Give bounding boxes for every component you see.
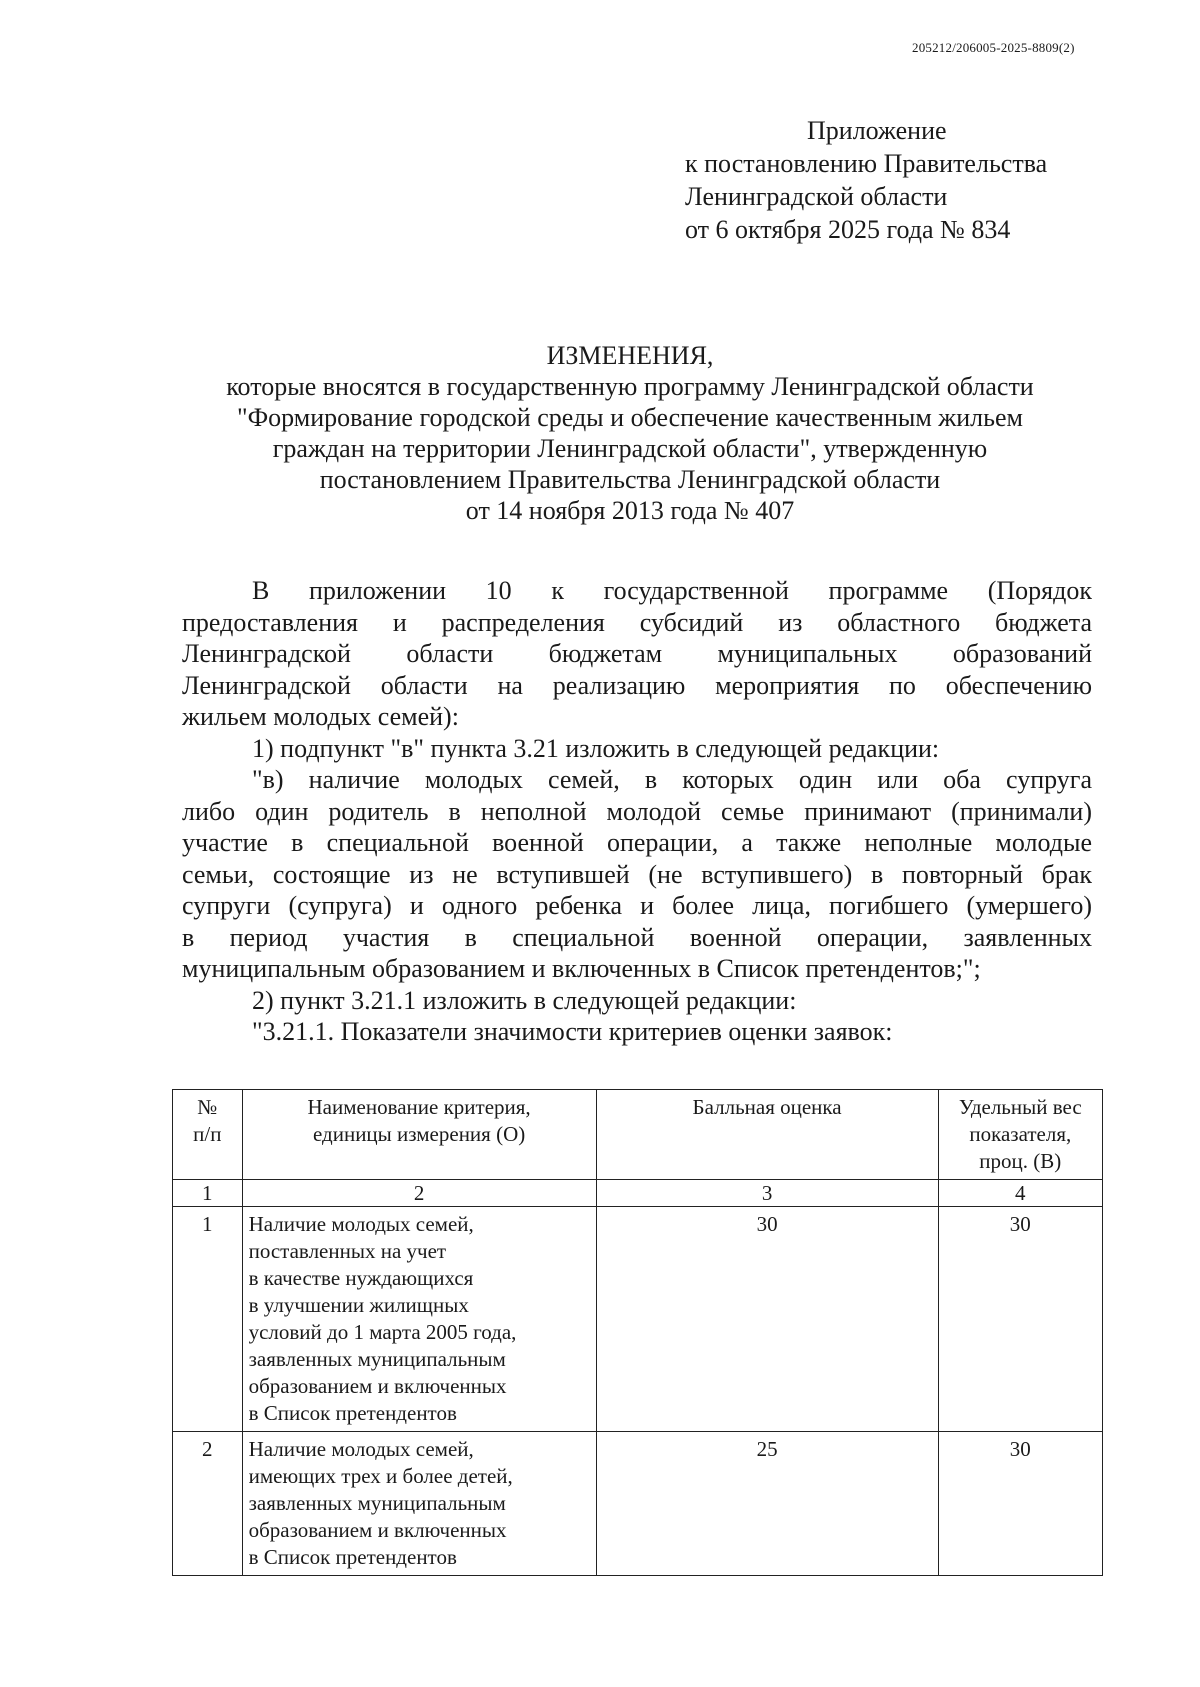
intro-line: Ленинградской области на реализацию мероприятия по обеспечению: [182, 670, 1092, 700]
header-weight-line: Удельный вес: [958, 1095, 1082, 1119]
row-score: 30: [596, 1207, 938, 1432]
intro-line: Ленинградской области бюджетам муниципальных образований: [182, 639, 1092, 668]
criterion-line: поставленных на учет: [248, 1239, 447, 1263]
criterion-line: в Список претендентов: [248, 1401, 457, 1425]
row-criterion-name: [242, 1432, 596, 1576]
item-2-subtitle: "3.21.1. Показатели значимости критериев оценки заявок:: [252, 1017, 893, 1046]
header-score-line: Балльная оценка: [692, 1095, 842, 1119]
appendix-title: Приложение: [807, 116, 947, 145]
row-weight: 30: [938, 1432, 1102, 1576]
criterion-line: в качестве нуждающихся: [248, 1266, 474, 1290]
header-number: [173, 1090, 243, 1180]
row-number: 2: [173, 1432, 243, 1576]
item-2-title: 2) пункт 3.21.1 изложить в следующей редакции:: [252, 985, 797, 1015]
row-number: 1: [173, 1207, 243, 1432]
item-1-line: "в) наличие молодых семей, в которых один или оба супруга: [252, 765, 1092, 794]
item-1-line-last: муниципальным образованием и включенных в Список претендентов;";: [182, 954, 981, 983]
criterion-line: имеющих трех и более детей,: [248, 1464, 513, 1488]
title-line: граждан на территории Ленинградской области", утвержденную: [272, 434, 988, 463]
title-heading: ИЗМЕНЕНИЯ,: [546, 341, 714, 370]
item-1-title: 1) подпункт "в" пункта 3.21 изложить в следующей редакции:: [252, 733, 940, 763]
criterion-line: образованием и включенных: [248, 1374, 507, 1398]
header-name-line: единицы измерения (О): [312, 1122, 526, 1146]
intro-line: В приложении 10 к государственной программе (Порядок: [252, 576, 1092, 605]
document-registration-number: 205212/206005-2025-8809(2): [912, 40, 1075, 55]
row-weight: 30: [938, 1207, 1102, 1432]
index-cell: 1: [173, 1180, 243, 1207]
index-cell: 3: [596, 1180, 938, 1207]
table-header-row: [173, 1090, 1103, 1180]
criterion-line: заявленных муниципальным: [248, 1347, 506, 1371]
table-row: [173, 1207, 1103, 1432]
title-line: "Формирование городской среды и обеспечение качественным жильем: [236, 403, 1023, 432]
header-weight-line: проц. (B): [979, 1149, 1062, 1173]
title-line: от 14 ноября 2013 года № 407: [465, 496, 795, 525]
document-title: [130, 340, 1130, 526]
header-weight-line: показателя,: [969, 1122, 1072, 1146]
table-row: [173, 1432, 1103, 1576]
criterion-line: заявленных муниципальным: [248, 1491, 506, 1515]
intro-line-last: жильем молодых семей):: [182, 702, 459, 731]
item-1-line: либо один родитель в неполной молодой семье принимают (принимали): [182, 796, 1092, 826]
appendix-date-line: от 6 октября 2025 года № 834: [685, 215, 1011, 244]
appendix-header: [685, 114, 1047, 246]
item-1-line: супруги (супруга) и одного ребенка и более лица, погибшего (умершего): [182, 891, 1092, 920]
intro-line: предоставления и распределения субсидий из областного бюджета: [182, 607, 1092, 637]
criteria-table: [172, 1089, 1103, 1576]
document-body: [182, 575, 1092, 1048]
title-line: которые вносятся в государственную программу Ленинградской области: [226, 372, 1034, 401]
criterion-line: условий до 1 марта 2005 года,: [248, 1320, 517, 1344]
criterion-line: в улучшении жилищных: [248, 1293, 469, 1317]
criterion-line: Наличие молодых семей,: [248, 1212, 474, 1236]
row-score: 25: [596, 1432, 938, 1576]
criterion-line: образованием и включенных: [248, 1518, 507, 1542]
header-number-line: п/п: [193, 1122, 222, 1146]
appendix-line: к постановлению Правительства: [685, 149, 1048, 178]
table-index-row: [173, 1180, 1103, 1207]
appendix-line: Ленинградской области: [685, 182, 948, 211]
header-name-line: Наименование критерия,: [307, 1095, 531, 1119]
item-1-line: в период участия в специальной военной операции, заявленных: [182, 922, 1092, 952]
header-weight: [938, 1090, 1102, 1180]
item-1-line: семьи, состоящие из не вступившей (не вступившего) в повторный брак: [182, 859, 1092, 889]
criterion-line: в Список претендентов: [248, 1545, 457, 1569]
criterion-line: Наличие молодых семей,: [248, 1437, 474, 1461]
index-cell: 4: [938, 1180, 1102, 1207]
title-line: постановлением Правительства Ленинградской области: [319, 465, 941, 494]
header-criterion-name: [242, 1090, 596, 1180]
item-1-line: участие в специальной военной операции, а также неполные молодые: [182, 828, 1092, 857]
header-number-line: №: [197, 1095, 218, 1119]
row-criterion-name: [242, 1207, 596, 1432]
index-cell: 2: [242, 1180, 596, 1207]
header-score: [596, 1090, 938, 1180]
